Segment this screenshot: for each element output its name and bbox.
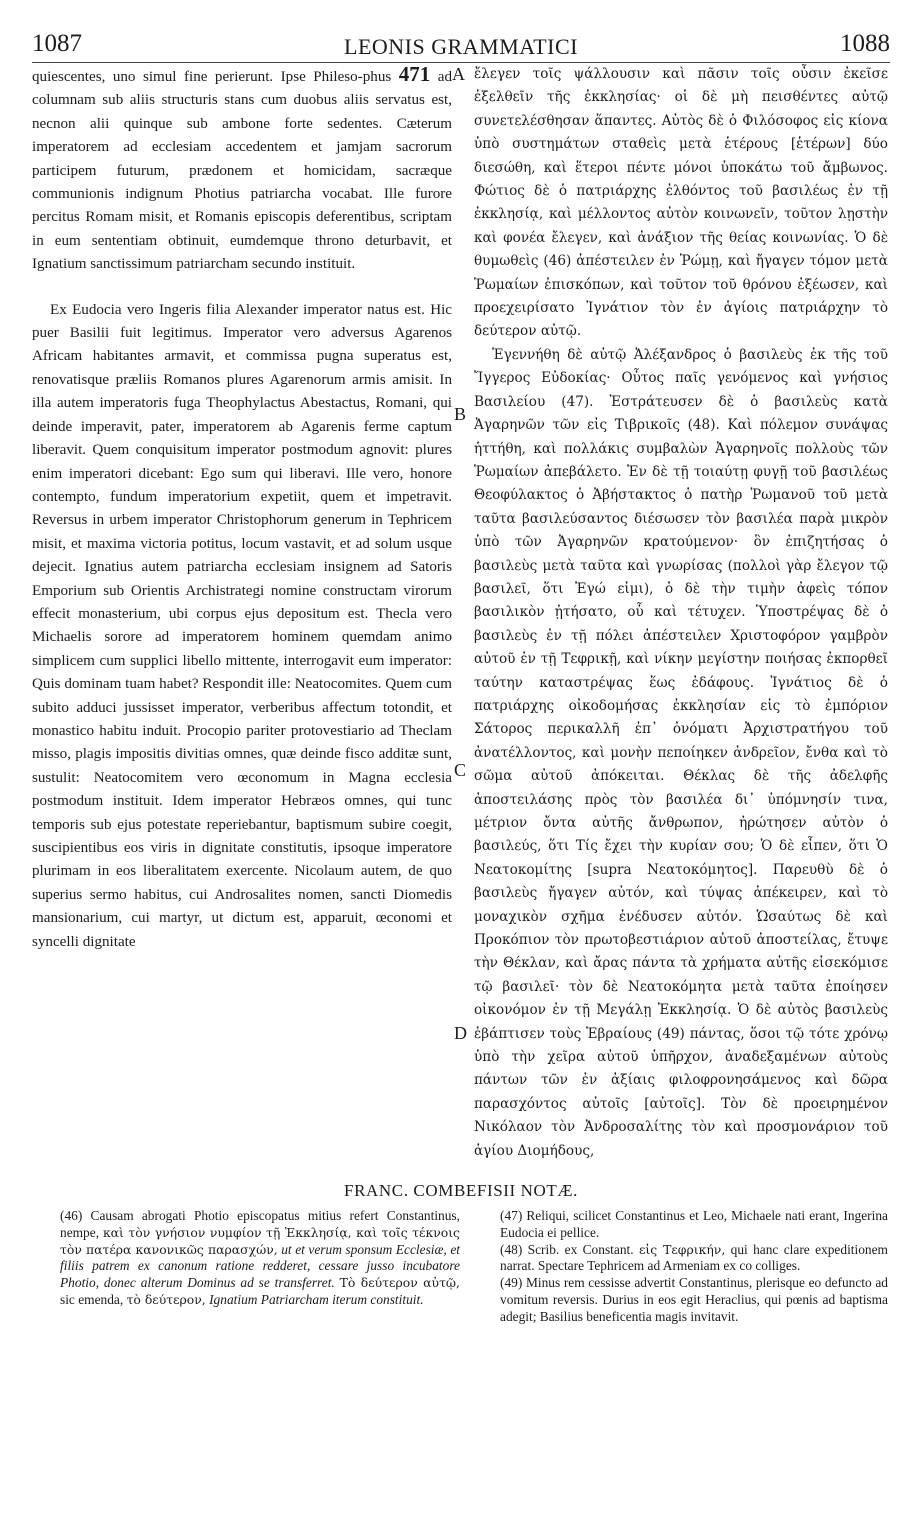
running-title: LEONIS GRAMMATICI — [344, 34, 578, 59]
greek-paragraph-2: Ἐγεννήθη δὲ αὐτῷ Ἀλέξανδρος ὁ βασιλεὺς ἐκ τῆς τοῦ Ἴγγερος Εὐδοκίας· Οὗτος παῖς γενόμενος καὶ γνήσιος Βασιλείου (47). Ἐστράτευσεν δὲ ὁ βασιλεὺς κατὰ Ἀγαρηνῶν τῶν εἰς Τιβρικοῖς (48). Καὶ πόλεμον συνάψας ἡττήθη, καὶ πολλάκις συμβαλὼν Ἀγαρηνοῖς πολλοὺς τῶν Ῥωμαίων ἀπεβάλετο. Ἐν δὲ τῇ τοιαύτῃ φυγῇ τοῦ βασιλέως Θεοφύλακτος ὁ Ἀβήστακτος ὁ πατὴρ Ῥωμανοῦ τοῦ μετὰ ταῦτα βασιλεύσαντος διέσωσεν τὸν βασιλέα παρὰ μικρὸν ὑπὸ τῶν Ἀγαρηνῶν κρατούμενον· ὃν ἐπιζητήσας ὁ βασιλεὺς μετὰ ταῦτα καὶ γνωρίσας (πολλοὶ γὰρ ἔλεγον τῷ βασιλεῖ, ὅτι Ἐγώ εἰμι), ὁ δὲ τὴν τιμὴν ἀφεὶς τόπον βασιλικὸν ᾐτήσατο, οὗ καὶ τέτυχεν. Ὑποστρέψας δὲ ὁ βασιλεὺς ἐν τῇ πόλει ἀπέστειλεν Χριστοφόρον γαμβρὸν αὐτοῦ ἐν τῇ Τεφρικῇ, καὶ νίκην μεγίστην ποιήσας ἐκπορθεῖ ταύτην καταστρέψας ἕως ἐδάφους. Ἰγνάτιος δὲ ὁ πατριάρχης οἰκοδομήσας ἐκκλησίαν εἰς τὸ ἐμπόριον Σάτορος περικαλλῆ ἐπ᾽ ὀνόματι Ἀρχιστρατήγου τοῦ ἀνατέλλοντος, καὶ μονὴν πεποίηκεν ἀνδρεῖον, ἔνθα καὶ τὸ σῶμα αὐτοῦ ἀπόκειται. Θέκλας δὲ τῆς ἀδελφῆς ἀποστειλάσης πρὸς τὸν βασιλέα δι᾽ ὑπόμνησίν τινα, μέτριον ὄντα αὐτῆς ἄνθρωπον, ἠρώτησεν αὐτὸν ὁ βασιλεύς, ὅτι Τίς ἔχει τὴν κυρίαν σου; Ὁ δὲ εἶπεν, ὅτι Ὁ Νεατοκομίτης [supra Νεατοκόμητος]. Παρευθὺ δὲ ὁ βασιλεὺς ἤγαγεν αὐτόν, καὶ τύψας ἀπέκειρεν, καὶ τὸ μοναχικὸν σχῆμα ἐνέδυσεν αὐτόν. Ὡσαύτως δὲ καὶ Προκόπιον τὸν πρωτοβεστιάριον αὐτοῦ ἀποστείλας, ἔτυψε τὴν Θέκλαν, καὶ ἄρας πάντα τὰ χρήματα αὐτῆς εἰσεκόμισε τῷ βασιλεῖ· τὸν δὲ Νεατοκόμητα μετὰ ταῦτα ἐποίησεν οἰκονόμον ἐν τῇ Μεγάλῃ Ἐκκλησίᾳ. Ὁ δὲ αὐτὸς βασιλεὺς ἐβάπτισεν τοὺς Ἑβραίους (49) πάντας, ὅσοι τῷ τότε χρόνῳ ὑπὸ τὴν χεῖρα αὐτοῦ ὑπῆρχον, ἀναδεξαμένων αὐτοὺς πάντων τῶν ἐν ἀξίαις φιλοφρονησάμενος καὶ δῶρα παρασχόντος αὐτοῖς [αὐτοῖς]. Τὸν δὲ προειρημένον Νικόλαον τὸν Ἀνδροσαλίτης τὸν καὶ προσμονάριον τοῦ ἁγίου Διομήδους, — [474, 346, 888, 1159]
column-number-471: 471 — [398, 62, 431, 86]
note-46-text-a: (46) Causam abrogati Photio episcopatus mitius refert Constantinus, nempe, — [60, 1208, 460, 1240]
page-header — [32, 30, 890, 64]
notes-title: FRANC. COMBEFISII NOTÆ. — [344, 1181, 578, 1200]
latin-column — [32, 63, 452, 954]
note-46-text-c: sic emenda, — [60, 1291, 124, 1307]
note-48-text-a: (48) Scrib. ex Constant. — [500, 1241, 634, 1257]
latin-paragraph-2: Ex Eudocia vero Ingeris filia Alexander imperator natus est. Hic puer Basilii fuit legitimus. Imperator vero adversus Agarenos Africam habitantes armavit, et commissa pugna superatus est, renovatisque præliis Romanos plures Agarenorum armis amisit. In illa autem imperatoris fuga Theophylactus Abestactus, Romani, qui deinde imperavit, pater, imperatorem ab Agarenis ferme captum liberavit. Quem conquisitum imperator postmodum agnovit: plures enim imperatori dicebant: Ego sum qui liberavi. Ille vero, honore contempto, fundum imperatorium expetiit, quem et impetravit. Reversus in urbem imperator Christophorum generum in Tephricem misit, et maxima victoria potitus, locum vastavit, et ad solum usque dejecit. Ignatius autem patriarcha ecclesiam insignem ad Satoris Emporium sub Orientis Archistrategi nomine constructam virorum effecit monasterium, ubi corpus ejus depositum est. Thecla vero Michaelis sorore ad imperatorem hominem quemdam animo simplicem cum supplici libello mittente, interrogavit eum imperator: Quis dominam tuam habet? Respondit ille: Neatocomites. Quem cum subito adduci jussisset imperator, verberibus affectum totondit, et monastico habitu induit. Procopio pariter protovestiario ad Theclam misso, plagis impositis divitias omnes, quæ deinde fisco additæ sunt, sustulit: Neatocomitem vero œconomum in Magna ecclesia postmodum instituit. Idem imperator Hebræos omnes, qui tunc temporis sub ejus potestate reperiebantur, baptismum subire coegit, suscipientibus eos viris in dignitate constitutis, ipsoque imperatore plurimam in eos liberalitatem exercente. Nicolaum autem, de quo superius sermo habitus, cui Androsalites nomen, sancti Diomedis mansionarium, cui martyr, ut dictum est, apparuit, œconomi et syncelli dignitate — [32, 301, 452, 950]
note-46-greek-1: καὶ τὸν γνήσιον νυμφίον τῇ Ἐκκλησίᾳ, καὶ τοῖς τέκνοις τὸν πατέρα κανονικῶς παρασχών, — [60, 1224, 460, 1257]
page-number-right: 1088 — [840, 30, 890, 57]
latin-text-1b: ad columnam sub aliis structuris stans cum duobus aliis servatus est, necnon alii quinque sub ambone forte sedentes. Cæterum imperatorem ad ecclesiam accedentem et jamjam sacrorum participem futurum, prædonem et homicidam, sacræque communionis indignum Photius patriarcha vocabat. Ille furore percitus Romam misit, et Romanis episcopis deferentibus, scriptam in eum sententiam obtinuit, eumdemque throno deturbavit, et Ignatium sanctissimum patriarcham secundo instituit. — [32, 69, 452, 273]
greek-column — [474, 63, 888, 1163]
note-48-text-b: qui hanc clare expeditionem narrat. Spectare Tephricem ad Armeniam ex co colliges. — [500, 1241, 888, 1274]
margin-letter-d: D — [454, 1023, 467, 1043]
note-46-text-d: Ignatium Patriarcham iterum constituit. — [209, 1291, 424, 1307]
greek-paragraph-1: ἔλεγεν τοῖς ψάλλουσιν καὶ πᾶσιν τοῖς οὖσιν ἐκεῖσε ἐξελθεῖν τῆς ἐκκλησίας· οἱ δὲ μὴ πεισθέντες αὐτῷ συνετελέσθησαν ἅπαντες. Αὐτὸς δὲ ὁ Φιλόσοφος εἰς κίονα ὑπὸ συστημάτων σταθεὶς μετὰ ἑτέρους [ἑτέρων] δύο διεσώθη, καὶ ἕτεροι πέντε μόνοι ὑποκάτω τοῦ ἄμβωνος. Φώτιος δὲ ὁ πατριάρχης ἐλθόντος τοῦ βασιλέως ἐν τῇ ἐκκλησίᾳ, καὶ μέλλοντος αὐτὸν κοινωνεῖν, τοῦτον λῃστὴν καὶ φονέα ἔλεγεν, καὶ ἀνάξιον τῆς θείας κοινωνίας. Ὁ δὲ θυμωθεὶς (46) ἀπέστειλεν ἐν Ῥώμῃ, καὶ ἤγαγεν τόμον μετὰ Ῥωμαίων ἐπισκόπων, καὶ τοῦτον τοῦ θρόνου ἐξέωσεν, καὶ προεχειρίσατο Ἰγνάτιον τὸν ἐν ἁγίοις πατριάρχην τὸ δεύτερον αὐτῷ. — [474, 66, 888, 340]
margin-letter-c: C — [454, 760, 467, 780]
page-number-left: 1087 — [32, 30, 82, 57]
note-49: (49) Minus rem cessisse advertit Constantinus, plerisque eo defuncto ad vomitum reversis. Durius in eos egit Heraclius, qui pœnis ad baptisma adegit; Basilius beneficentia magis invitavit. — [500, 1275, 888, 1324]
notes-right-column — [500, 1208, 888, 1326]
note-46 — [60, 1208, 460, 1309]
note-46-greek-2: Τὸ δεύτερον αὐτῷ, — [339, 1275, 460, 1291]
margin-letter-a: A — [452, 64, 465, 84]
note-46-text-b: ut et verum sponsum Ecclesiæ, et filiis patrem ex canonum ratione redderet, cessare jusso incubatore Photio, donec alterum Dominus ad se transferret. — [60, 1241, 460, 1291]
note-47: (47) Reliqui, scilicet Constantinus et Leo, Michaele nati erant, Ingerina Eudocia ei pellice. — [500, 1208, 888, 1240]
latin-text-1a: quiescentes, uno simul fine perierunt. Ipse Phileso-phus — [32, 69, 392, 85]
note-48-greek: εἰς Τεφρικήν, — [638, 1241, 726, 1257]
margin-letter-b: B — [454, 404, 467, 424]
note-48 — [500, 1242, 888, 1276]
note-46-greek-3: τὸ δεύτερον, — [126, 1291, 206, 1307]
notes-left-column — [60, 1208, 460, 1309]
latin-paragraph-1 — [32, 63, 452, 277]
